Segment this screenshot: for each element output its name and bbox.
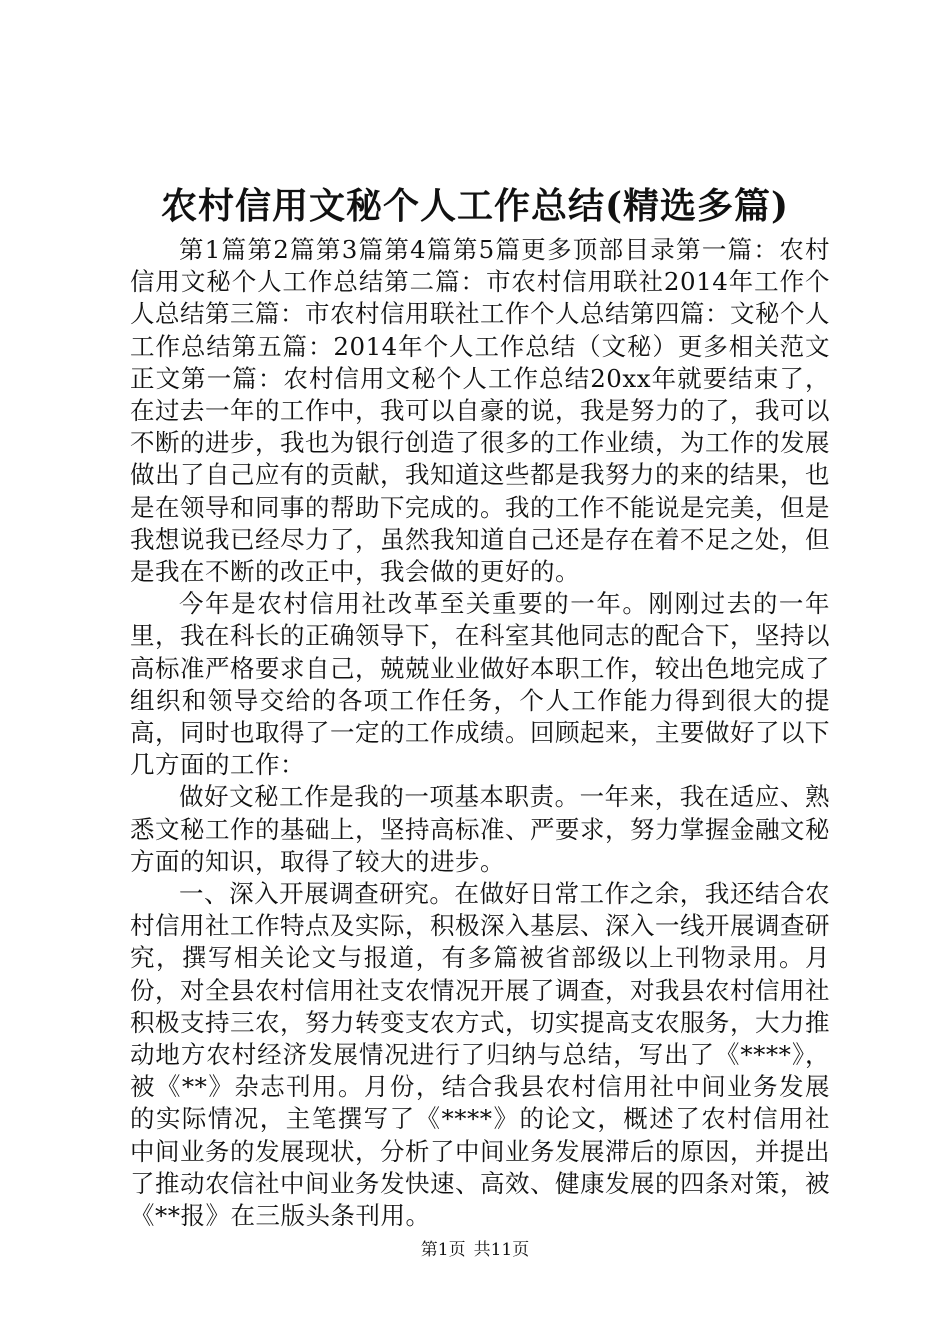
paragraph-year-review: 今年是农村信用社改革至关重要的一年。刚刚过去的一年里，我在科长的正确领导下，在科室其他同志的配合下，坚持以高标准严格要求自己，兢兢业业做好本职工作，较出色地完成了组织和领导交给的各项工作任务，个人工作能力得到很大的提高，同时也取得了一定的工作成绩。回顾起来，主要做好了以下几方面的工作：	[130, 589, 830, 780]
document-body	[130, 234, 830, 1232]
document-title: 农村信用文秘个人工作总结(精选多篇)	[160, 185, 790, 227]
paragraph-secretary-duty: 做好文秘工作是我的一项基本职责。一年来，我在适应、熟悉文秘工作的基础上，坚持高标准、严要求，努力掌握金融文秘方面的知识，取得了较大的进步。	[130, 782, 830, 876]
paragraph-research: 一、深入开展调查研究。在做好日常工作之余，我还结合农村信用社工作特点及实际，积极深入基层、深入一线开展调查研究，撰写相关论文与报道，有多篇被省部级以上刊物录用。月份，对全县农村信用社支农情况开展了调查，对我县农村信用社积极支持三农，努力转变支农方式，切实提高支农服务，大力推动地方农村经济发展情况进行了归纳与总结，写出了《****》，被《**》杂志刊用。月份，结合我县农村信用社中间业务发展的实际情况，主笔撰写了《****》的论文，概述了农村信用社中间业务的发展现状，分析了中间业务发展滞后的原因，并提出了推动农信社中间业务发快速、高效、健康发展的四条对策，被《**报》在三版头条刊用。	[130, 879, 830, 1231]
page-number: 第1页	[420, 1240, 466, 1260]
page-total: 共11页	[473, 1240, 530, 1260]
paragraph-toc-intro: 第1篇第2篇第3篇第4篇第5篇更多顶部目录第一篇：农村信用文秘个人工作总结第二篇：市农村信用联社2014年工作个人总结第三篇：市农村信用联社工作个人总结第四篇：文秘个人工作总结第五篇：2014年个人工作总结（文秘）更多相关范文正文第一篇：农村信用文秘个人工作总结20xx年就要结束了，在过去一年的工作中，我可以自豪的说，我是努力的了，我可以不断的进步，我也为银行创造了很多的工作业绩，为工作的发展做出了自己应有的贡献，我知道这些都是我努力的来的结果，也是在领导和同事的帮助下完成的。我的工作不能说是完美，但是我想说我已经尽力了，虽然我知道自己还是存在着不足之处，但是我在不断的改正中，我会做的更好的。	[130, 235, 830, 587]
page-footer	[0, 1238, 950, 1262]
